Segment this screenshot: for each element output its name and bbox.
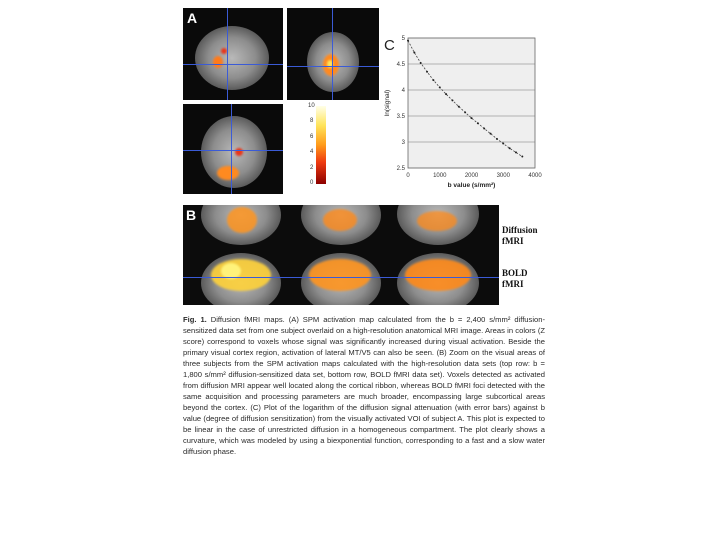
caption-lead: Fig. 1. <box>183 315 207 324</box>
axial-view <box>183 104 283 194</box>
crosshair-vertical <box>231 104 232 194</box>
activation-blob <box>213 56 223 68</box>
row-label-diffusion <box>502 225 538 247</box>
crosshair-horizontal <box>183 277 499 278</box>
panel-label: A <box>187 10 198 26</box>
row-label-line: BOLD <box>502 268 528 278</box>
row-label-line: Diffusion <box>502 225 538 235</box>
x-tick-label: 4000 <box>528 173 542 179</box>
colorbar-tick: 0 <box>310 180 314 186</box>
data-point <box>477 122 479 124</box>
panel-c-chart <box>380 30 550 190</box>
data-point <box>483 127 485 129</box>
activation-blob <box>405 259 471 291</box>
data-point <box>471 117 473 119</box>
row-label-line: fMRI <box>502 236 524 246</box>
colorbar-tick: 8 <box>310 118 314 124</box>
panel-a <box>183 8 379 194</box>
y-tick-label: 3 <box>401 140 405 146</box>
y-tick-label: 5 <box>401 36 405 42</box>
brain-image <box>195 26 269 90</box>
data-point <box>413 52 415 54</box>
data-point <box>451 99 453 101</box>
panel-b <box>183 205 499 305</box>
data-point <box>521 156 523 158</box>
data-point <box>490 133 492 135</box>
panel-label-c: C <box>384 37 395 54</box>
plot-area <box>408 38 535 168</box>
y-tick-label: 4.5 <box>396 62 405 68</box>
data-point <box>458 106 460 108</box>
colorbar-tick: 2 <box>310 165 314 171</box>
data-point <box>439 86 441 88</box>
activation-blob <box>309 259 371 291</box>
caption-body: Diffusion fMRI maps. (A) SPM activation map calculated from the b = 2,400 s/mm² diffusion-sensitized data set from one subject overlaid on a high-resolution anatomical MRI image. Areas in colors (Z score) correspond to voxels whose signal was significantly increased during visual activation. Beside the primary visual cortex region, activation of lateral MT/V5 can also be seen. (B) Zoom on the visual areas of three subjects from the SPM activation maps calculated with the high-resolution data sets (top row: b = 1,800 s/mm² diffusion-sensitized data set, bottom row, BOLD fMRI data set). Voxels detected as activated from diffusion MRI appear well located along the cortical ribbon, whereas BOLD fMRI foci detected with the same acquisition and processing parameters are much broader, encompassing large subcortical areas beyond the cortex. (C) Plot of the logarithm of the diffusion signal attenuation (with error bars) against b value (degree of diffusion sensitization) from the visually activated VOI of subject A. This plot is expected to be linear in the case of unrestricted diffusion in a homogeneous compartment. The plot clearly shows a curvature, which was modeled by using a biexponential function, corresponding to a fast and a slow water diffusion phase. <box>183 315 545 456</box>
row-label-bold <box>502 268 528 290</box>
crosshair-horizontal <box>287 66 379 67</box>
colorbar-tick: 6 <box>310 134 314 140</box>
crosshair-horizontal <box>183 64 283 65</box>
z-score-colorbar <box>316 106 326 184</box>
y-axis-label: ln(signal) <box>384 89 391 117</box>
activation-blob <box>211 259 271 291</box>
crosshair-vertical <box>332 8 333 100</box>
figure-caption <box>183 314 545 457</box>
crosshair-vertical <box>227 8 228 100</box>
sagittal-view <box>183 8 283 100</box>
crosshair-horizontal <box>183 150 283 151</box>
data-point <box>509 147 511 149</box>
data-point <box>420 62 422 64</box>
data-point <box>407 40 409 42</box>
x-tick-label: 0 <box>406 173 410 179</box>
coronal-view <box>287 8 379 100</box>
data-point <box>426 71 428 73</box>
activation-blob <box>227 207 257 233</box>
data-point <box>515 151 517 153</box>
data-point <box>432 79 434 81</box>
colorbar-tick: 10 <box>308 103 315 109</box>
data-point <box>464 111 466 113</box>
activation-blob <box>323 209 357 231</box>
signal-decay-plot <box>380 30 550 190</box>
activation-blob <box>417 211 457 231</box>
x-axis-label: b value (s/mm²) <box>447 182 496 189</box>
y-tick-label: 2.5 <box>396 166 405 172</box>
colorbar-tick: 4 <box>310 149 314 155</box>
activation-blob <box>217 166 239 180</box>
data-point <box>502 143 504 145</box>
y-tick-label: 4 <box>401 88 405 94</box>
row-label-line: fMRI <box>502 279 524 289</box>
x-tick-label: 1000 <box>433 173 447 179</box>
x-tick-label: 2000 <box>464 173 479 179</box>
data-point <box>445 93 447 95</box>
data-point <box>496 138 498 140</box>
panel-label: B <box>186 207 197 223</box>
x-tick-label: 3000 <box>496 173 510 179</box>
y-tick-label: 3.5 <box>396 114 405 120</box>
